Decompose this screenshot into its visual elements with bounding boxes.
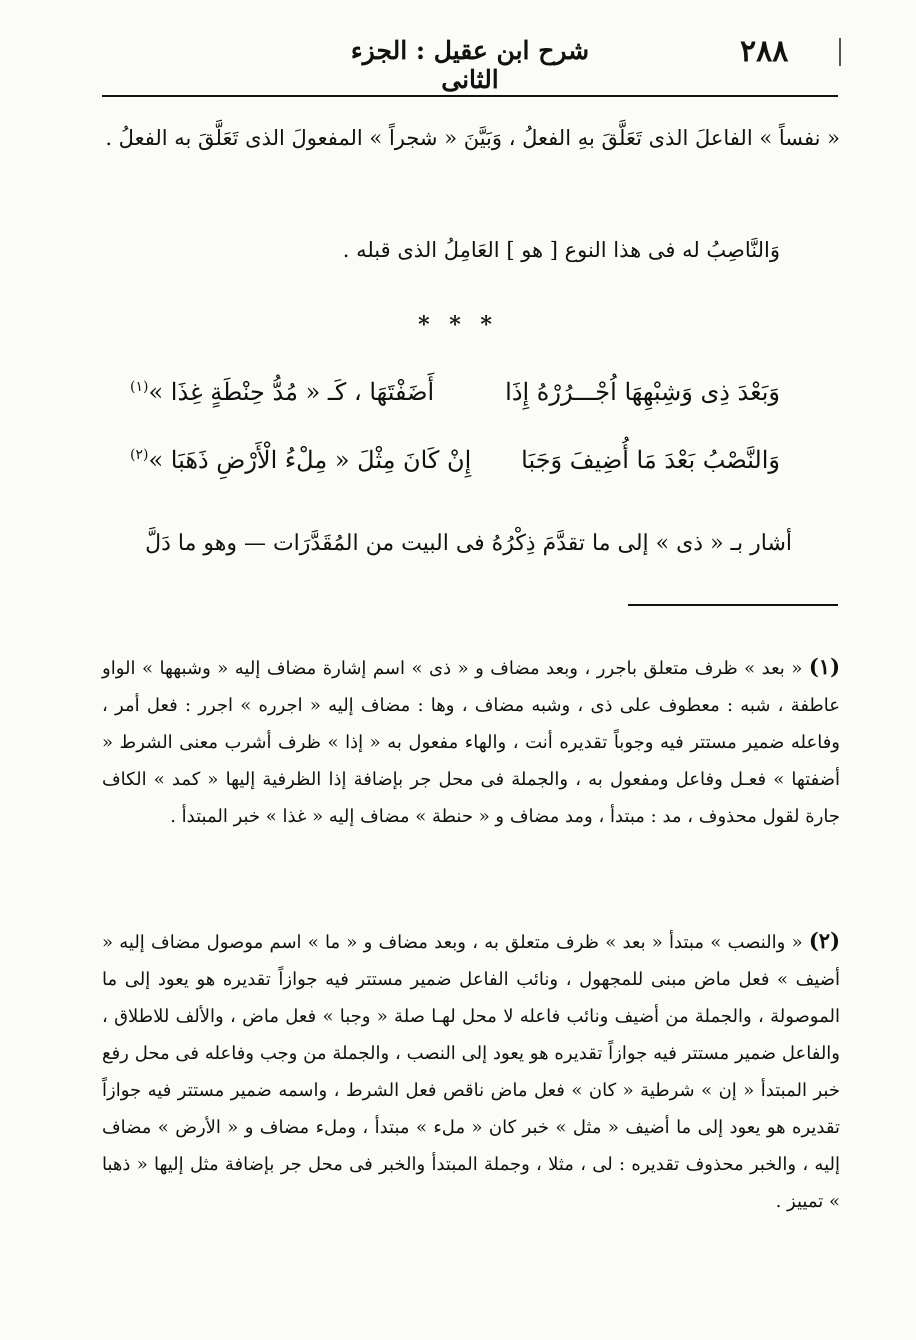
body-paragraph-1: « نفساً » الفاعلَ الذى تَعَلَّقَ بهِ الفعلُ ، وَبَيَّنَ « شجراً » المفعولَ الذى تَعَلَّقَ به الفعلُ . [105, 126, 840, 150]
verse-2-second-hemistich [130, 446, 471, 474]
footnote-ref-1: (١) [130, 379, 149, 395]
page-number: ٢٨٨ [740, 34, 789, 69]
footnote-2 [102, 922, 840, 1220]
verse-1-first-hemistich: وَبَعْدَ ذِى وَشِبْهِهَا اُجْـــرُرْهُ إِذَا [505, 378, 780, 406]
footnote-1-text: « بعد » ظرف متعلق باجرر ، وبعد مضاف و « ذى » اسم إشارة مضاف إليه « وشبهها » الواو عاطفة ، شبه : معطوف على ذى ، وشبه مضاف ، وها : مضاف إليه « اجرره » اجرر : فعل أمر ، وفاعله ضمير مستتر فيه وجوباً تقديره أنت ، والهاء مفعول به « إذا » ظرف أشرب معنى الشرط « أضفتها » فعـل وفاعل ومفعول به ، والجملة فى محل جر بإضافة إذا الظرفية إليها « كمد » الكاف جارة لقول محذوف ، مد : مبتدأ ، ومد مضاف و « حنطة » مضاف إليه « غذا » خبر المبتدأ . [102, 658, 840, 827]
body-paragraph-3: أشار بـ « ذى » إلى ما تقدَّمَ ذِكْرُهُ فى البيت من المُقَدَّرَات — وهو ما دَلَّ [145, 531, 792, 556]
verse-1-second-hemistich [130, 378, 434, 406]
header-rule [102, 95, 838, 97]
footnote-2-text: « والنصب » مبتدأ « بعد » ظرف متعلق به ، وبعد مضاف و « ما » اسم موصول مضاف إليه « أضيف » فعل ماض مبنى للمجهول ، ونائب الفاعل ضمير مستتر فيه جوازاً تقديره هو يعود إلى ما الموصولة ، والجملة من أضيف ونائب فاعله لا محل لهـا صلة « وجبا » فعل ماض ، والألف للاطلاق ، والفاعل ضمير مستتر فيه جوازاً تقديره هو يعود إلى النصب ، والجملة من وجب وفاعله فى محل رفع خبر المبتدأ « إن » شرطية « كان » فعل ماض ناقص فعل الشرط ، واسمه ضمير مستتر فيه جوازاً تقديره هو يعود إلى ما أضيف « مثل » خبر كان « ملء » مبتدأ ، وملء مضاف و « الأرض » مضاف إليه ، والخبر محذوف تقديره : لى ، مثلا ، وجملة المبتدأ والخبر فى محل جر بإضافة مثل إليها « ذهبا » تمييز . [102, 932, 840, 1212]
verse-line-2 [130, 446, 780, 496]
verse-2-second-hemistich-text: إِنْ كَانَ مِثْلَ « مِلْءُ الْأَرْضِ ذَهَبَا » [148, 446, 472, 474]
footnote-rule [628, 604, 838, 606]
section-separator: * * * [418, 312, 498, 338]
footnote-1-number: (١) [808, 654, 840, 679]
footnote-2-number: (٢) [808, 928, 840, 953]
footnote-ref-2: (٢) [130, 447, 149, 463]
footnote-1 [102, 648, 840, 835]
verse-line-1 [130, 378, 780, 428]
verse-2-first-hemistich: وَالنَّصْبُ بَعْدَ مَا أُضِيفَ وَجَبَا [521, 446, 780, 474]
body-paragraph-2: وَالنَّاصِبُ له فى هذا النوع [ هو ] العَامِلُ الذى قبله . [342, 238, 780, 262]
verse-1-second-hemistich-text: أَضَفْتَهَا ، كَـ « مُدُّ حِنْطَةٍ غِذَا » [148, 378, 435, 406]
running-header-title: شرح ابن عقيل : الجزء الثانى [350, 36, 590, 94]
